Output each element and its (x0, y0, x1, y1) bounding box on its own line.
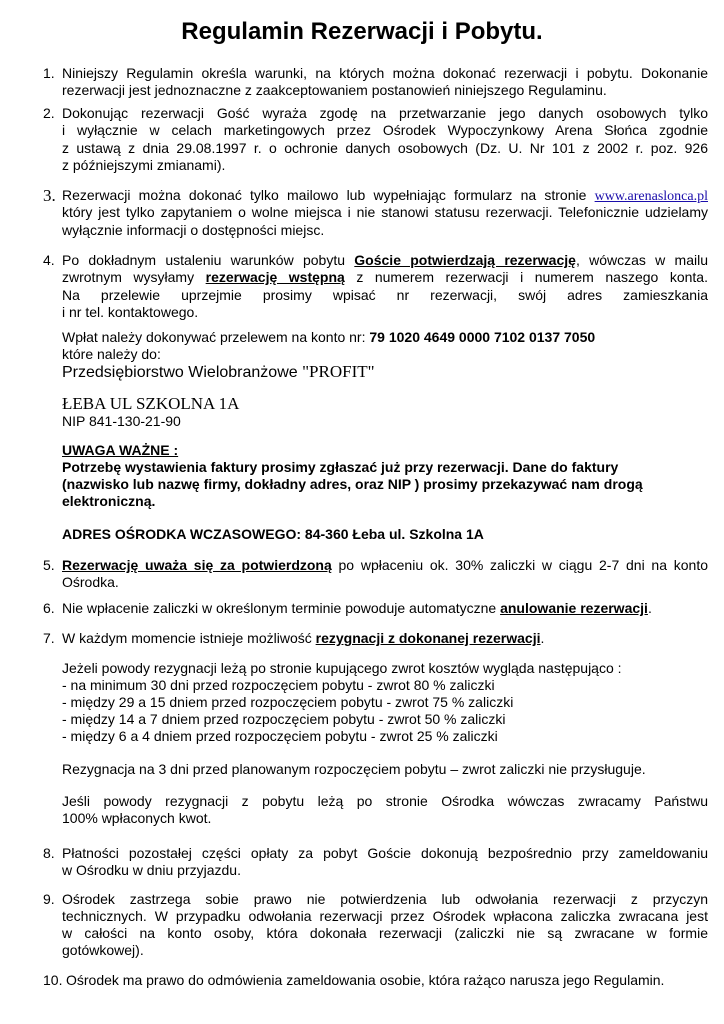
text-segment: , wówczas w mailu (575, 252, 708, 268)
item-number: 9. (43, 891, 55, 907)
text-segment: (nazwisko lub nazwę firmy, dokładny adres, oraz NIP ) prosimy przekazywać nam drogą (62, 476, 643, 492)
text-line (62, 600, 708, 617)
text-line (62, 187, 708, 204)
text-segment: i nr tel. kontaktowego. (62, 304, 199, 320)
text-segment: z ustawą z dnia 29.08.1997 r. o ochronie danych osobowych (Dz. U. Nr 101 z 2002 r. poz. 926 (62, 140, 708, 156)
text-segment: - między 29 a 15 dniem przed rozpoczęciem pobytu - zwrot 75 % zaliczki (62, 694, 514, 710)
text-segment: Po dokładnym ustaleniu warunków pobytu (62, 252, 355, 268)
text-segment: Rezerwacji można dokonać tylko mailowo lub wypełniając formularz na stronie (62, 187, 595, 203)
text-line (62, 845, 708, 862)
text-segment: UWAGA WAŻNE : (62, 442, 179, 458)
item-number: 2. (43, 105, 55, 121)
text-line (62, 660, 708, 677)
text-line (62, 82, 708, 99)
text-segment: Potrzebę wystawienia faktury prosimy zgłaszać już przy rezerwacji. Dane do faktury (62, 459, 619, 475)
text-line (62, 157, 708, 174)
text-segment: Płatności pozostałej części opłaty za pobyt Goście dokonują bezpośrednio przy zameldowaniu (62, 845, 708, 861)
page-title: Regulamin Rezerwacji i Pobytu. (181, 18, 543, 45)
text-segment: "PROFIT" (302, 362, 375, 381)
text-line (62, 761, 708, 778)
text-line (66, 972, 708, 989)
text-segment: Przedsiębiorstwo Wielobranżowe (62, 364, 303, 381)
text-line (62, 574, 708, 591)
text-line (62, 413, 708, 430)
text-segment: Niniejszy Regulamin określa warunki, na których można dokonać rezerwacji i pobytu. Dokonanie (62, 65, 708, 81)
text-line (62, 557, 708, 574)
item-number: 8. (43, 845, 55, 861)
text-line (62, 711, 708, 728)
text-segment: Ośrodek ma prawo do odmówienia zameldowania osobie, która rażąco narusza jego Regulamin. (66, 972, 665, 988)
text-line (62, 493, 708, 510)
text-segment: Nie wpłacenie zaliczki w określonym terminie powoduje automatyczne (62, 600, 501, 616)
text-line (62, 862, 708, 879)
item-number: 5. (43, 557, 55, 573)
text-line (62, 122, 708, 139)
text-segment: Rezerwację uważa się za potwierdzoną (62, 557, 332, 573)
text-segment: anulowanie rezerwacji (500, 600, 648, 616)
text-line (62, 329, 708, 346)
item-number: 10. (43, 972, 63, 988)
text-segment: - między 14 a 7 dniem przed rozpoczęciem pobytu - zwrot 50 % zaliczki (62, 711, 506, 727)
text-line (62, 728, 708, 745)
text-line (62, 395, 708, 413)
text-segment: z późniejszymi zmianami). (62, 157, 226, 173)
text-segment: Ośrodka. (62, 574, 119, 590)
text-segment: rezygnacji z dokonanej rezerwacji (315, 630, 541, 646)
text-segment: . (540, 630, 545, 646)
text-segment: - między 6 a 4 dniem przed rozpoczęciem pobytu - zwrot 25 % zaliczki (62, 728, 498, 744)
text-segment: i wyłącznie w celach marketingowych przez Ośrodek Wypoczynkowy Arena Słońca zgodnie (62, 122, 708, 138)
item-number: 6. (43, 600, 55, 616)
text-line (62, 269, 708, 286)
website-link[interactable]: www.arenaslonca.pl (594, 189, 708, 204)
text-line (62, 925, 708, 942)
text-segment: w całości na konto osoby, która dokonała rezerwacji (zaliczki nie są zwracane w formie (62, 925, 708, 941)
text-line (62, 346, 708, 363)
text-segment: Wpłat należy dokonywać przelewem na konto nr: (62, 329, 370, 345)
text-line (62, 222, 708, 239)
text-line (62, 694, 708, 711)
text-line (62, 810, 708, 827)
text-segment: 79 1020 4649 0000 7102 0137 7050 (369, 329, 596, 345)
text-line (62, 908, 708, 925)
text-segment: Goście potwierdzają rezerwację (354, 252, 576, 268)
text-segment: rezerwacji jest jednoznaczne z zaakceptowaniem postanowień niniejszego Regulaminu. (62, 82, 607, 98)
text-segment: ADRES OŚRODKA WCZASOWEGO: 84-360 Łeba ul. Szkolna 1A (62, 526, 484, 542)
text-segment: . (647, 600, 652, 616)
item-number: 4. (43, 252, 55, 268)
text-segment: 100% wpłaconych kwot. (62, 810, 212, 826)
text-segment: - na minimum 30 dni przed rozpoczęciem pobytu - zwrot 80 % zaliczki (62, 677, 495, 693)
item-number: 1. (43, 65, 55, 81)
item-number: 3. (43, 186, 56, 205)
text-line (62, 793, 708, 810)
text-line (62, 204, 708, 221)
text-segment: które należy do: (62, 346, 161, 362)
text-line (62, 65, 708, 82)
text-line (62, 105, 708, 122)
text-segment: technicznych. W przypadku odwołania rezerwacji przez Ośrodek wpłacona zaliczka zwracana jest (62, 908, 708, 924)
text-segment: w Ośrodku w dniu przyjazdu. (62, 862, 241, 878)
text-line (62, 942, 708, 959)
text-segment: po wpłaceniu ok. 30% zaliczki w ciągu 2-7 dni na konto (331, 557, 708, 573)
text-segment: Rezygnacja na 3 dni przed planowanym rozpoczęciem pobytu – zwrot zaliczki nie przysługuje. (62, 761, 646, 777)
item-number: 7. (43, 630, 55, 646)
text-segment: elektroniczną. (62, 493, 156, 509)
text-line (62, 891, 708, 908)
text-line (62, 630, 708, 647)
text-line (62, 304, 708, 321)
text-line (62, 442, 708, 459)
text-line (62, 287, 708, 304)
text-segment: Na przelewie uprzejmie prosimy wpisać nr rezerwacji, swój adres zamieszkania (62, 287, 708, 303)
text-segment: W każdym momencie istnieje możliwość (62, 630, 316, 646)
text-line (62, 526, 708, 543)
text-line (62, 252, 708, 269)
text-segment: gotówkowej). (62, 942, 144, 958)
text-segment: wyłącznie informacji o dostępności miejsc. (62, 222, 325, 238)
text-segment: Jeżeli powody rezygnacji leżą po stronie kupującego zwrot kosztów wygląda następująco : (62, 660, 622, 676)
text-segment: Ośrodek zastrzega sobie prawo nie potwierdzenia lub odwołania rezerwacji z przyczyn (62, 891, 708, 907)
text-line (62, 140, 708, 157)
text-line (62, 476, 708, 493)
text-segment: zwrotnym wysyłamy (62, 269, 206, 285)
text-segment: Dokonując rezerwacji Gość wyraża zgodę na przetwarzanie jego danych osobowych tylko (62, 105, 708, 121)
text-segment: który jest tylko zapytaniem o wolne miejsca i nie stanowi statusu rezerwacji. Telefonicznie udzielamy (62, 204, 708, 220)
text-line (62, 677, 708, 694)
text-segment: z numerem rezerwacji i numerem naszego konta. (344, 269, 708, 285)
text-segment: NIP 841-130-21-90 (62, 413, 181, 429)
text-segment: ŁEBA UL SZKOLNA 1A (62, 394, 240, 413)
text-segment: Jeśli powody rezygnacji z pobytu leżą po stronie Ośrodka wówczas zwracamy Państwu (62, 793, 708, 809)
text-line (62, 459, 708, 476)
text-line (62, 363, 708, 381)
text-segment: rezerwację wstępną (205, 269, 345, 285)
